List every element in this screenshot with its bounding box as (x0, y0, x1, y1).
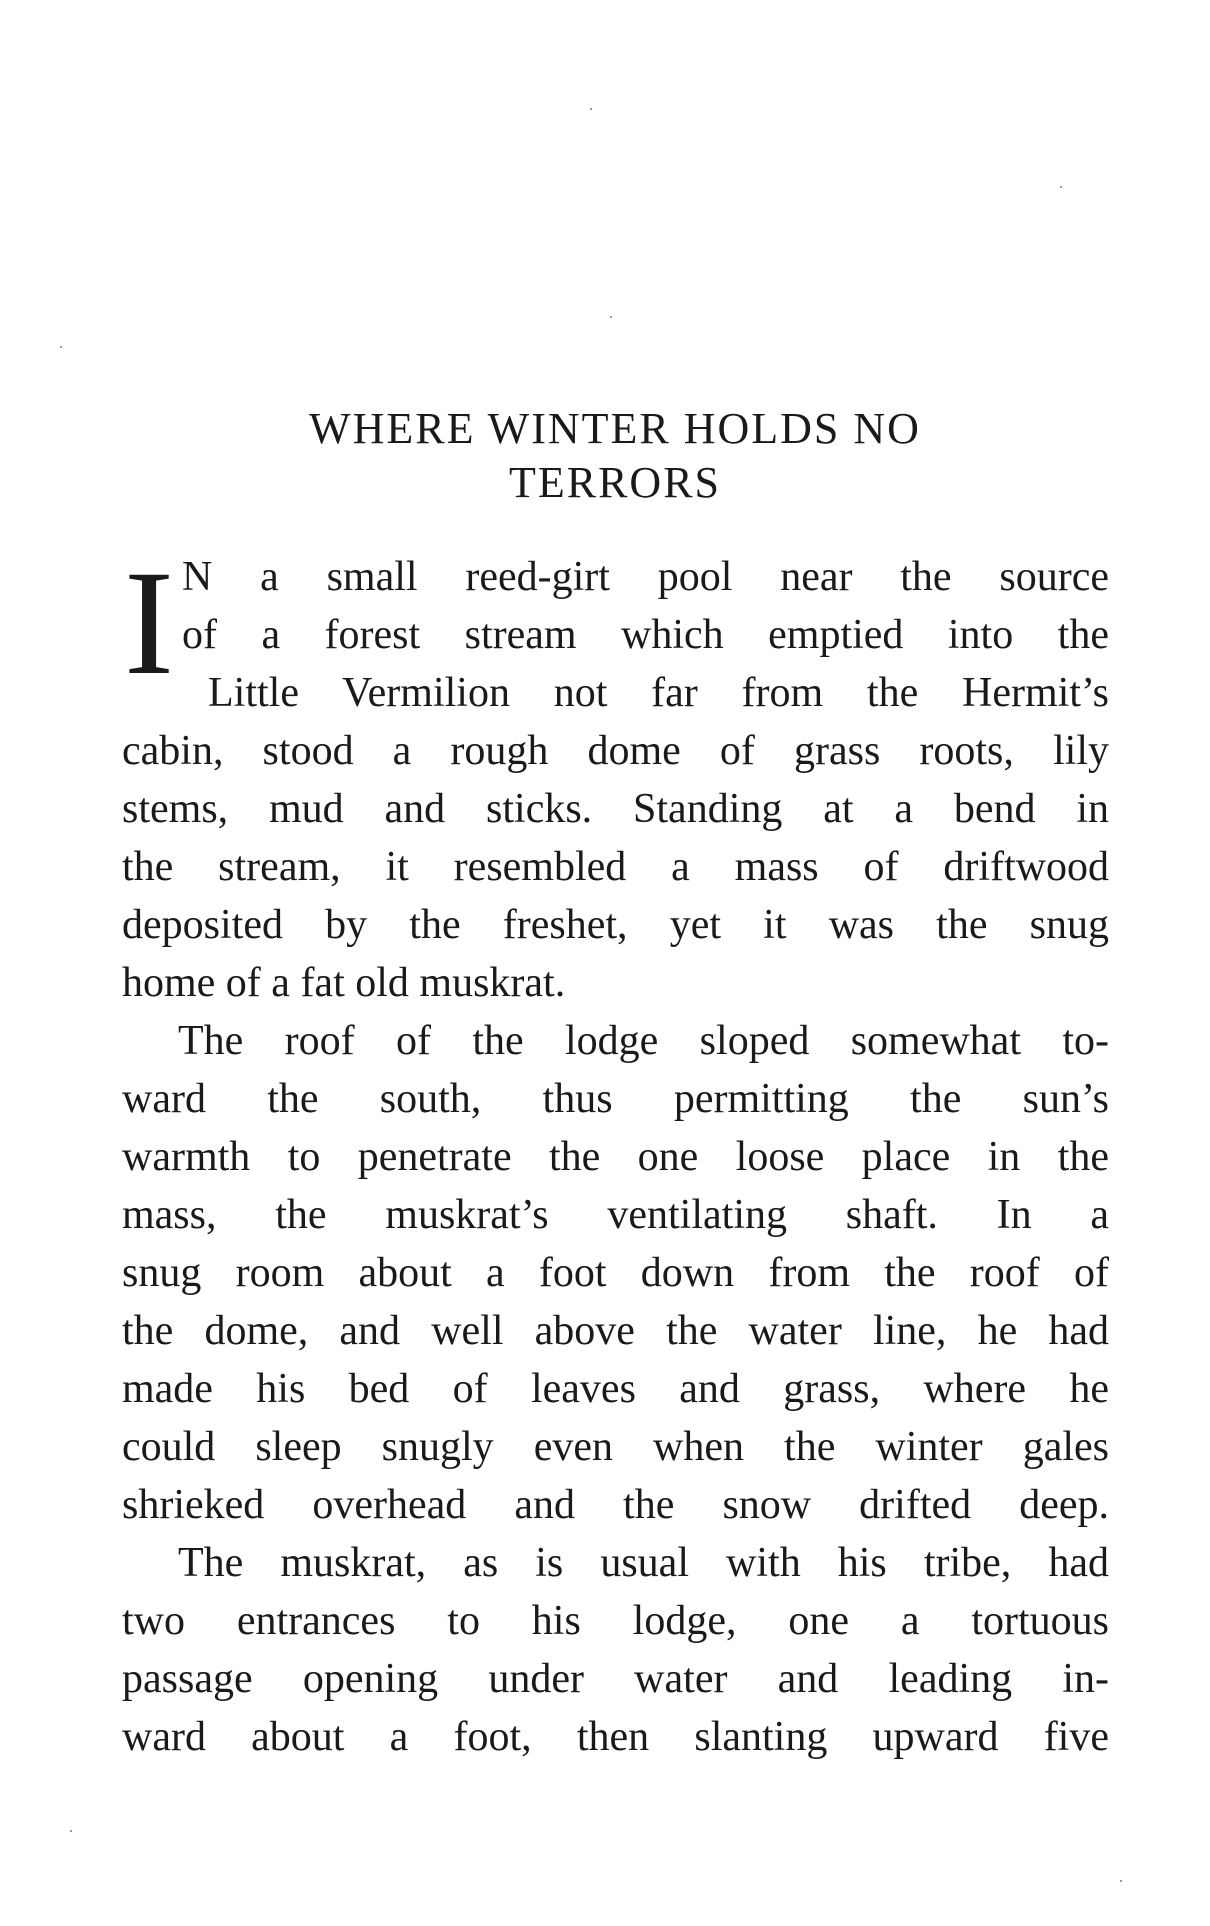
page-speck (70, 1830, 72, 1832)
paragraph-2-line: mass, the muskrat’s ventilating shaft. In a (122, 1192, 1109, 1238)
chapter-title-line-2: TERRORS (508, 458, 722, 507)
paragraph-2-line: The roof of the lodge sloped somewhat to- (178, 1018, 1109, 1064)
paragraph-1-line: the stream, it resembled a mass of driftwood (122, 844, 1109, 890)
paragraph-1-line: stems, mud and sticks. Standing at a bend in (122, 786, 1109, 832)
chapter-title-line-1: WHERE WINTER HOLDS NO (309, 404, 921, 453)
paragraph-2-line: the dome, and well above the water line, he had (122, 1308, 1109, 1354)
drop-cap: I (124, 540, 174, 706)
page-speck (590, 108, 592, 110)
paragraph-3-line: The muskrat, as is usual with his tribe, had (178, 1540, 1109, 1586)
paragraph-1-line: home of a fat old muskrat. (122, 960, 566, 1006)
paragraph-2-line: ward the south, thus permitting the sun’s (122, 1076, 1109, 1122)
page-speck (610, 316, 612, 318)
paragraph-3-line: passage opening under water and leading in- (122, 1656, 1109, 1702)
page-speck (1060, 186, 1062, 188)
paragraph-1-line: deposited by the freshet, yet it was the snug (122, 902, 1109, 948)
paragraph-2-line: made his bed of leaves and grass, where he (122, 1366, 1109, 1412)
paragraph-1-line: Little Vermilion not far from the Hermit’s (208, 670, 1109, 716)
paragraph-2-line: warmth to penetrate the one loose place in the (122, 1134, 1109, 1180)
paragraph-2-line: could sleep snugly even when the winter gales (122, 1424, 1109, 1470)
page-speck (60, 346, 62, 348)
paragraph-1-line: N a small reed-girt pool near the source (182, 554, 1109, 600)
paragraph-1-line: of a forest stream which emptied into the (182, 612, 1109, 658)
paragraph-3-line: ward about a foot, then slanting upward five (122, 1714, 1109, 1760)
paragraph-2-line: snug room about a foot down from the roof of (122, 1250, 1109, 1296)
paragraph-3-line: two entrances to his lodge, one a tortuous (122, 1598, 1109, 1644)
page-speck (1120, 1880, 1122, 1882)
paragraph-2-line: shrieked overhead and the snow drifted deep. (122, 1482, 1109, 1528)
paragraph-1-line: cabin, stood a rough dome of grass roots, lily (122, 728, 1109, 774)
